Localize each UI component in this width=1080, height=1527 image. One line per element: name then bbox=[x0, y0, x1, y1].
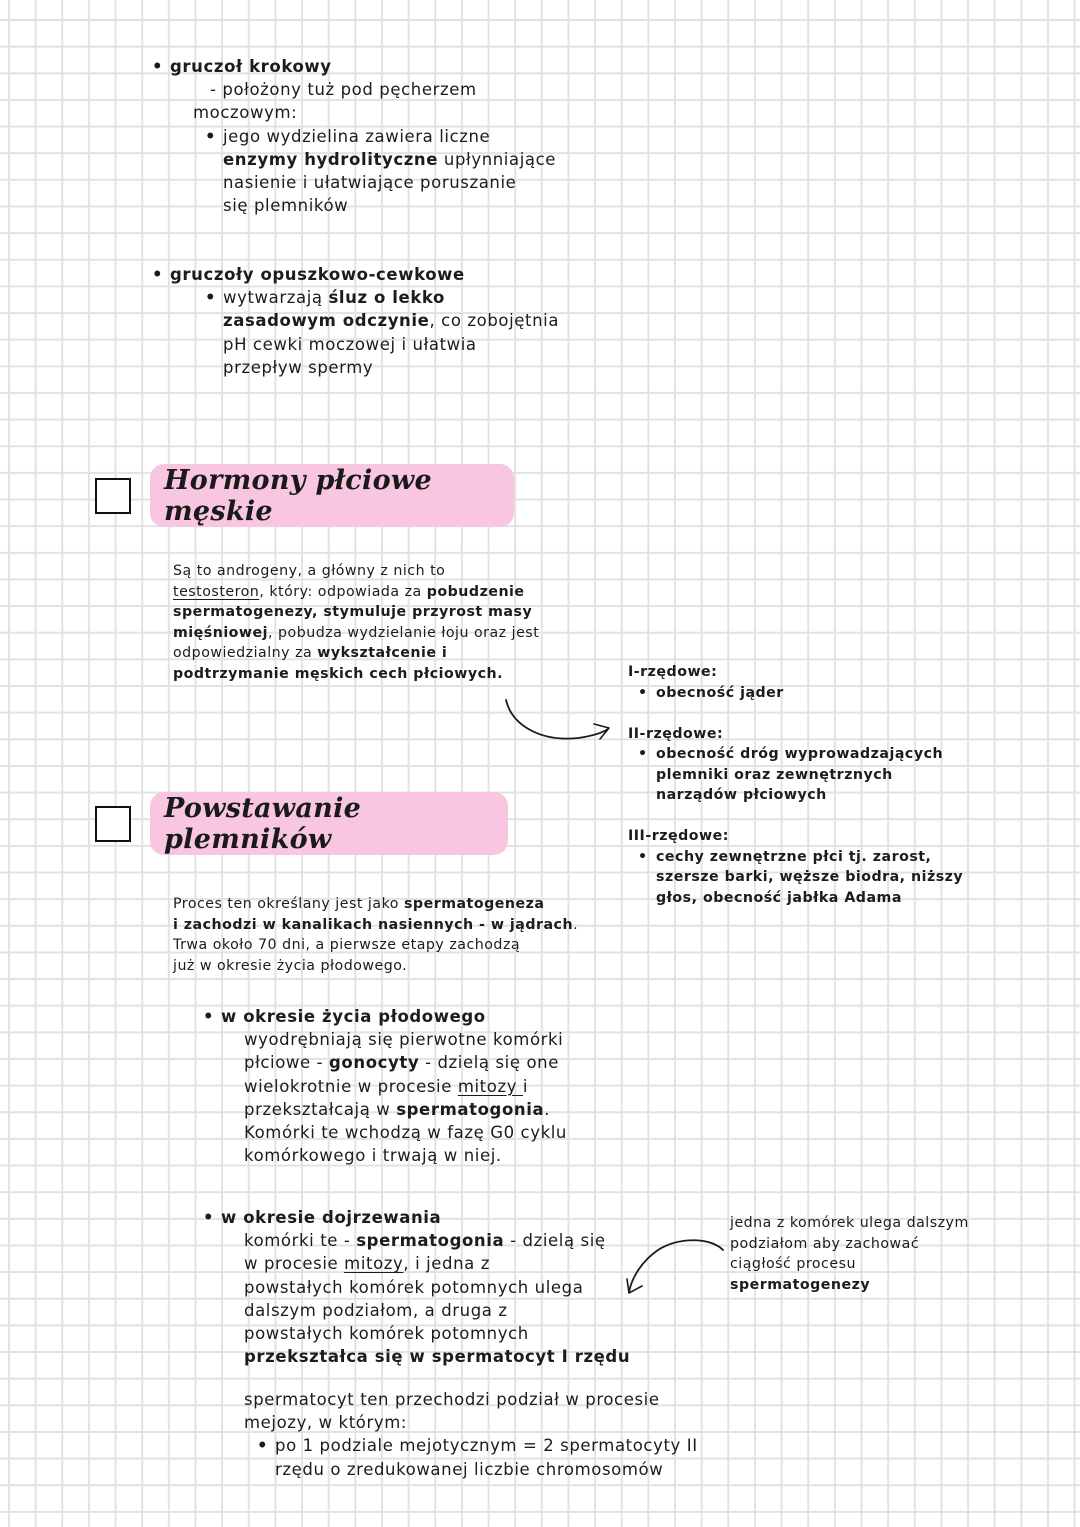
third-order-label: III-rzędowe: bbox=[628, 828, 729, 844]
puberty-period-title: • w okresie dojrzewania bbox=[221, 1206, 641, 1229]
sex-traits-list bbox=[628, 662, 988, 908]
second-order-item: • obecność dróg wyprowadzających plemniki oraz zewnętrznych narządów płciowych bbox=[638, 746, 944, 803]
bullet-icon: • bbox=[203, 1007, 215, 1026]
bullet-icon: • bbox=[203, 1208, 215, 1227]
side-note: jedna z komórek ulega dalszym podziałom aby zachować ciągłość procesu spermatogenezy bbox=[730, 1215, 969, 1293]
bulbourethral-item: • wytwarzają śluz o lekko zasadowym odczynie, co zobojętnia pH cewki moczowej i ułatwia przepływ spermy bbox=[205, 288, 560, 377]
sperm-formation-heading bbox=[150, 792, 508, 855]
bullet-icon: • bbox=[152, 57, 164, 76]
spermatogenesis-intro: Proces ten określany jest jako spermatogeneza i zachodzi w kanalikach nasiennych - w jądrach. Trwa około 70 dni, a pierwsze etapy zachodzą już w okresie życia płodowego. bbox=[173, 896, 579, 974]
bulbourethral-title: • gruczoły opuszkowo-cewkowe bbox=[170, 263, 590, 286]
bullet-icon: • bbox=[205, 288, 217, 308]
meiosis-block: spermatocyt ten przechodzi podział w procesie mejozy, w którym: • po 1 podziale mejotycznym = 2 spermatocyty II rzędu o zredukowanej liczbie chromosomów bbox=[244, 1388, 744, 1481]
prostate-item: • jego wydzielina zawiera liczne enzymy hydrolityczne upłynniające nasienie i ułatwiające poruszanie się plemników bbox=[205, 126, 557, 216]
bullet-icon: • bbox=[152, 265, 164, 284]
prostate-location: - położony tuż pod pęcherzem bbox=[210, 80, 477, 100]
first-order-label: I-rzędowe: bbox=[628, 664, 718, 680]
fetal-period-title: • w okresie życia płodowego bbox=[221, 1005, 641, 1028]
puberty-period-block: • w okresie dojrzewania komórki te - spermatogonia - dzielą się w procesie mitozy, i jedna z powstałych komórek potomnych ulega dalszym podziałom, a druga z powstałych komórek potomnych przekształca się w spermatocyt I rzędu bbox=[221, 1206, 641, 1368]
sperm-formation-heading-text: Powstawanie plemników bbox=[164, 792, 362, 855]
testosterone-term: testosteron bbox=[173, 583, 260, 600]
bullet-icon: • bbox=[638, 684, 648, 701]
first-order-item: • obecność jąder bbox=[656, 683, 988, 704]
bullet-icon: • bbox=[638, 746, 648, 762]
prostate-location-cont: moczowym: bbox=[193, 103, 298, 123]
sperm-formation-checkbox[interactable] bbox=[95, 806, 131, 842]
second-order-label: II-rzędowe: bbox=[628, 725, 724, 742]
prostate-title: • gruczoł krokowy bbox=[170, 55, 590, 78]
bullet-icon: • bbox=[205, 126, 217, 146]
third-order-item: • cechy zewnętrzne płci tj. zarost, szersze barki, węższe biodra, niższy głos, obecność jabłka Adama bbox=[638, 848, 964, 906]
bullet-icon: • bbox=[638, 848, 648, 865]
hormones-heading-text: Hormony płciowe męskie bbox=[164, 464, 432, 527]
fetal-period-block: • w okresie życia płodowego wyodrębniają się pierwotne komórki płciowe - gonocyty - dzielą się one wielokrotnie w procesie mitozy i przekształcają w spermatogonia. Komórki te wchodzą w fazę G0 cyklu komórkowego i trwają w niej. bbox=[221, 1005, 641, 1167]
bullet-icon: • bbox=[257, 1436, 269, 1456]
meiosis-item: • po 1 podziale mejotycznym = 2 spermatocyty II rzędu o zredukowanej liczbie chromosomów bbox=[257, 1436, 698, 1479]
hormones-paragraph: Są to androgeny, a główny z nich to testosteron, który: odpowiada za pobudzenie spermatogenezy, stymuluje przyrost masy mięśniowej, pobudza wydzielanie łoju oraz jest odpowiedzialny za wykształcenie i podtrzymanie męskich cech płciowych. bbox=[173, 563, 540, 682]
